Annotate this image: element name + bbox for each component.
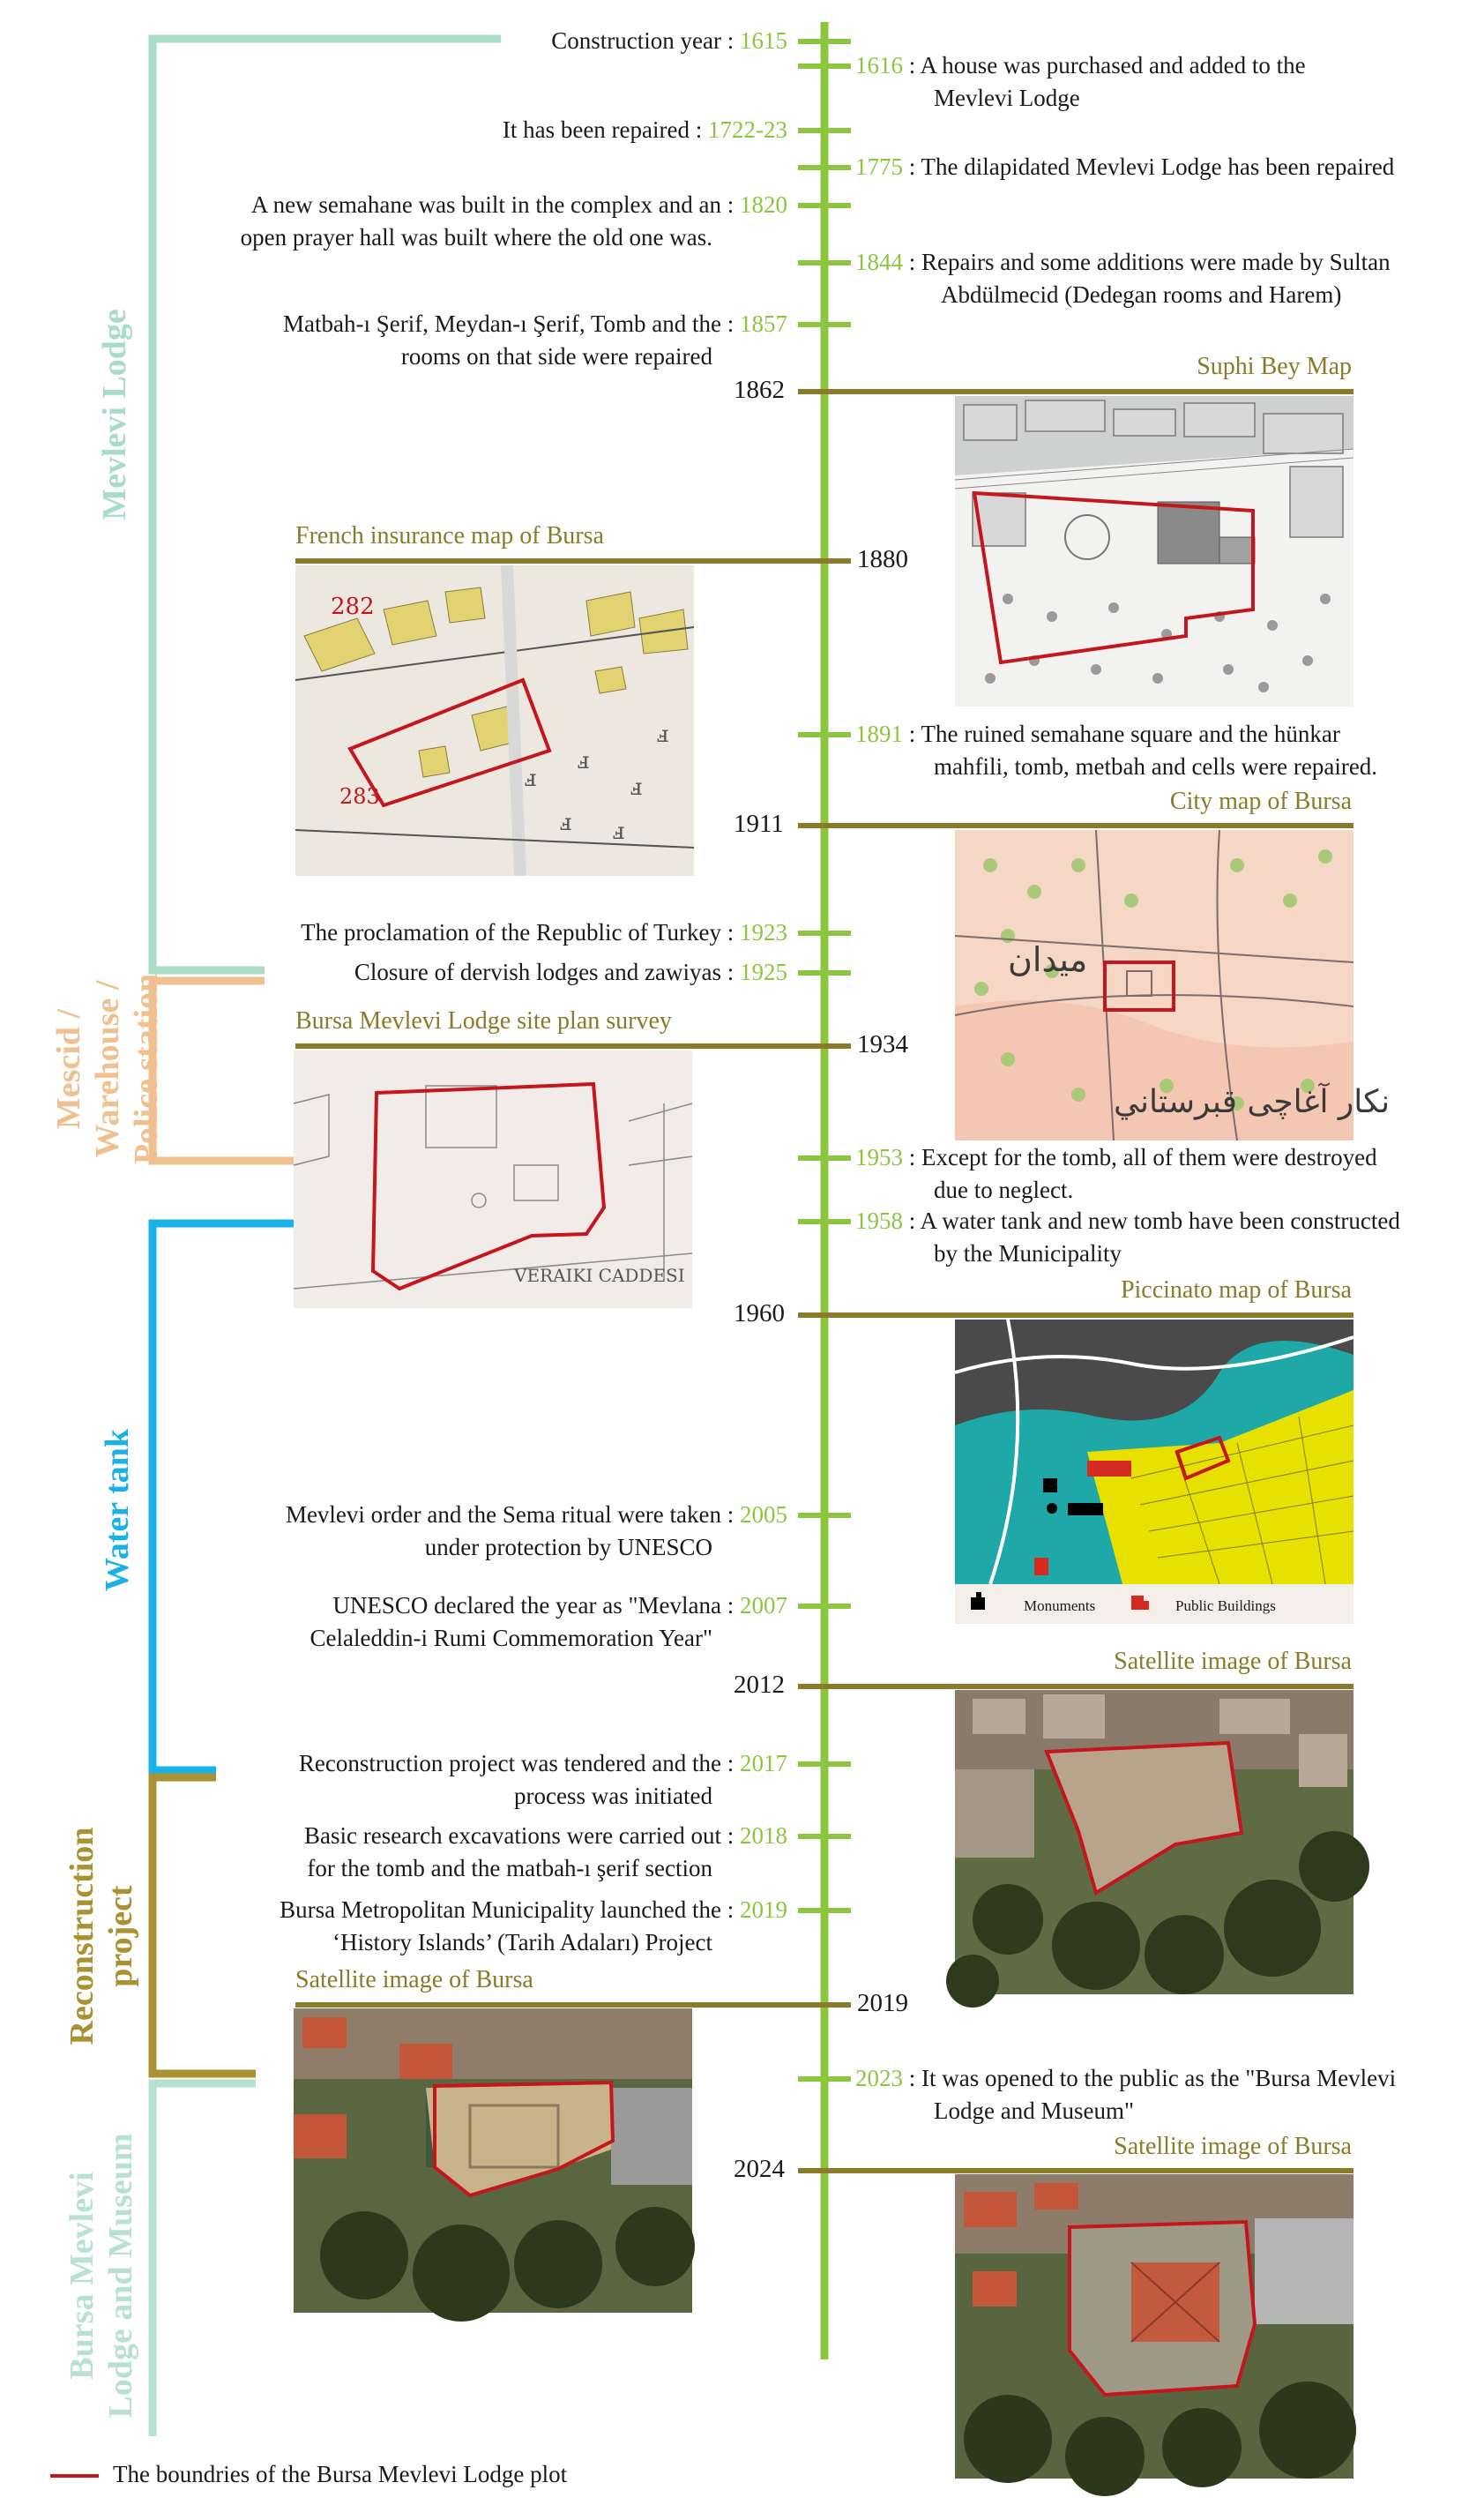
map-year-1911: 1911 [734, 810, 784, 838]
map-satellite-2019 [294, 2008, 692, 2313]
event-right-1958: 1958 : A water tank and new tomb have been constructed by the Municipality [855, 1208, 1400, 1267]
svg-text:ميدان: ميدان [1008, 940, 1088, 979]
map-year-1960: 1960 [734, 1299, 785, 1327]
map-year-2024: 2024 [734, 2155, 785, 2183]
map-satellite-2012 [955, 1690, 1353, 1994]
svg-text:ⅎ: ⅎ [657, 722, 669, 748]
phase-label-mevlevi-lodge: Mevlevi Lodge [96, 309, 133, 520]
map-site-plan-1934 [294, 1051, 692, 1308]
map-caption-site-plan: Bursa Mevlevi Lodge site plan survey [295, 1007, 672, 1035]
svg-text:282: 282 [331, 594, 375, 620]
map-year-2019: 2019 [857, 1989, 908, 2017]
map-year-1862: 1862 [734, 376, 785, 404]
bracket-reconstruction [153, 1777, 256, 2074]
phase-label-museum: Bursa Mevlevi Lodge and Museum [63, 2133, 139, 2419]
svg-text:نکار آغاچی قبرستاني: نکار آغاچی قبرستاني [1114, 1084, 1391, 1120]
map-caption-city-map: City map of Bursa [1169, 788, 1352, 815]
legend-boundary-text: The boundries of the Bursa Mevlevi Lodge plot [113, 2461, 568, 2487]
map-year-2012: 2012 [734, 1671, 785, 1699]
svg-text:ⅎ: ⅎ [630, 774, 643, 801]
event-left-1925: Closure of dervish lodges and zawiyas : 1925 [354, 959, 787, 985]
map-year-1934: 1934 [857, 1030, 908, 1058]
event-right-1844: 1844 : Repairs and some additions were made by Sultan Abdülmecid (Dedegan rooms and Harem) [855, 249, 1391, 308]
event-left-2017: Reconstruction project was tendered and the : 2017 process was initiated [298, 1750, 787, 1809]
map-caption-piccinato: Piccinato map of Bursa [1120, 1276, 1352, 1304]
bracket-water-tank [153, 1223, 294, 1770]
map-caption-suphi-bey: Suphi Bey Map [1197, 353, 1352, 380]
event-left-1722: It has been repaired : 1722-23 [502, 116, 787, 143]
event-left-2019: Bursa Metropolitan Municipality launched the : 2019 ‘History Islands’ (Tarih Adaları) Project [280, 1896, 787, 1955]
event-left-1857: Matbah-ı Şerif, Meydan-ı Şerif, Tomb and the : 1857 rooms on that side were repaired [283, 310, 787, 370]
svg-text:Public Buildings: Public Buildings [1175, 1597, 1276, 1614]
event-left-1615: Construction year : 1615 [551, 27, 787, 54]
event-left-1820: A new semahane was built in the complex and an : 1820 open prayer hall was built where the old one was. [240, 191, 787, 250]
map-piccinato-1960 [955, 1320, 1353, 1624]
svg-text:Monuments: Monuments [1024, 1597, 1096, 1614]
map-satellite-2024 [955, 2174, 1353, 2479]
event-left-2007: UNESCO declared the year as "Mevlana : 2007 Celaleddin-i Rumi Commemoration Year" [309, 1592, 787, 1651]
event-left-2018: Basic research excavations were carried out : 2018 for the tomb and the matbah-ı şerif section [303, 1822, 787, 1881]
event-left-1923: The proclamation of the Republic of Turkey : 1923 [301, 919, 787, 946]
phase-label-water-tank: Water tank [99, 1428, 136, 1592]
svg-text:ⅎ: ⅎ [578, 748, 590, 774]
event-right-1616: 1616 : A house was purchased and added to the Mevlevi Lodge [855, 52, 1306, 111]
map-caption-satellite-2012: Satellite image of Bursa [1114, 1648, 1352, 1675]
event-right-2023: 2023 : It was opened to the public as the "Bursa Mevlevi Lodge and Museum" [855, 2065, 1397, 2124]
event-right-1775: 1775 : The dilapidated Mevlevi Lodge has been repaired [855, 153, 1395, 180]
map-caption-french-insurance: French insurance map of Bursa [295, 522, 604, 550]
phase-label-reconstruction: Reconstruction project [63, 1827, 139, 2045]
map-year-1880: 1880 [857, 545, 908, 573]
event-right-1891: 1891 : The ruined semahane square and the hünkar mahfili, tomb, metbah and cells were repaired. [855, 721, 1378, 780]
bracket-mescid [153, 981, 294, 1161]
svg-text:ⅎ: ⅎ [613, 819, 625, 845]
map-caption-satellite-2024: Satellite image of Bursa [1114, 2133, 1352, 2160]
svg-text:283: 283 [339, 784, 380, 809]
event-left-2005: Mevlevi order and the Sema ritual were taken : 2005 under protection by UNESCO [285, 1501, 787, 1560]
bracket-museum [153, 2083, 256, 2436]
svg-text:ⅎ: ⅎ [560, 810, 572, 836]
map-french-insurance-1880 [295, 565, 694, 876]
phase-label-mescid: Mescid / Warehouse / Police station [50, 973, 165, 1165]
event-right-1953: 1953 : Except for the tomb, all of them were destroyed due to neglect. [855, 1144, 1377, 1203]
svg-text:VERAIKI CADDESI: VERAIKI CADDESI [514, 1265, 685, 1286]
svg-text:ⅎ: ⅎ [525, 766, 537, 792]
map-suphi-bey-1862 [955, 396, 1353, 707]
map-city-1911 [955, 830, 1391, 1140]
map-caption-satellite-2019: Satellite image of Bursa [295, 1966, 533, 1993]
